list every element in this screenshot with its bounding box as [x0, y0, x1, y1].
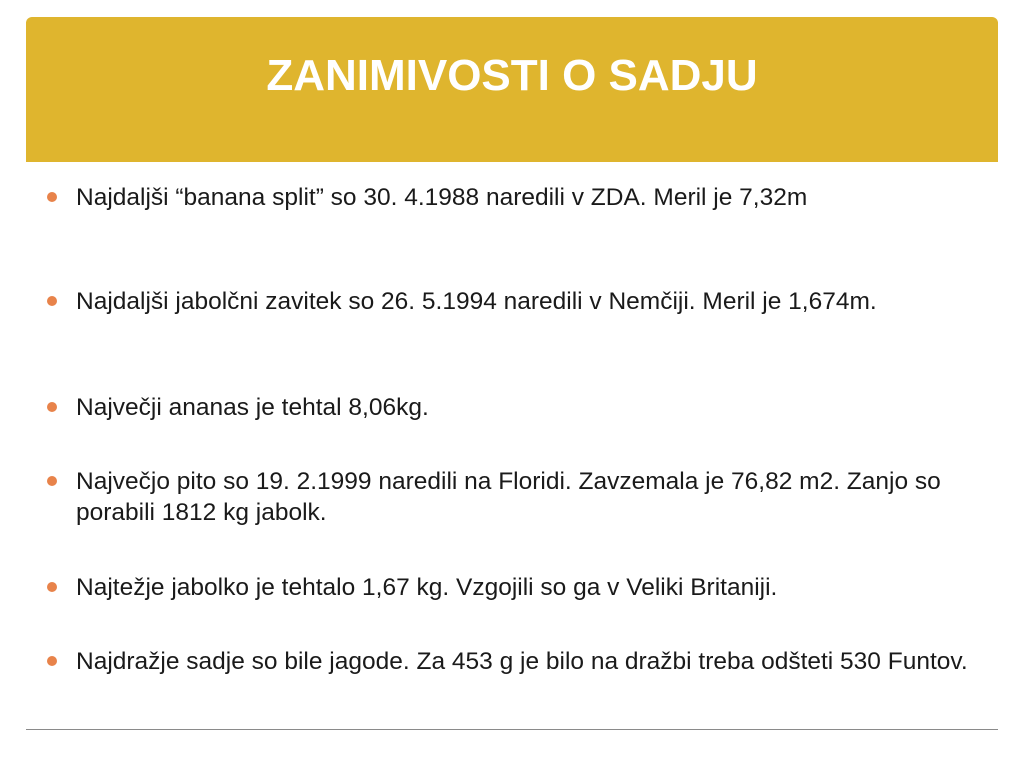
bullet-dot-icon	[47, 476, 57, 486]
bullet-text: Največji ananas je tehtal 8,06kg.	[76, 394, 429, 421]
slide-title: ZANIMIVOSTI O SADJU	[266, 51, 758, 100]
bullet-text: Najdaljši “banana split” so 30. 4.1988 naredili v ZDA. Meril je 7,32m	[76, 184, 808, 211]
bullet-dot-icon	[47, 296, 57, 306]
bullet-item	[76, 646, 988, 677]
bullet-dot-icon	[47, 402, 57, 412]
bullet-item	[76, 466, 988, 528]
bullet-item	[76, 392, 988, 423]
bullet-dot-icon	[47, 656, 57, 666]
bullet-text: Najdražje sadje so bile jagode. Za 453 g je bilo na dražbi treba odšteti 530 Funtov.	[76, 648, 968, 675]
bullet-item	[76, 182, 988, 213]
bullet-item	[76, 286, 988, 317]
bullet-text: Najdaljši jabolčni zavitek so 26. 5.1994 naredili v Nemčiji. Meril je 1,674m.	[76, 288, 877, 315]
bullet-dot-icon	[47, 582, 57, 592]
bullet-dot-icon	[47, 192, 57, 202]
bottom-divider	[26, 729, 998, 730]
bullet-text: Najtežje jabolko je tehtalo 1,67 kg. Vzgojili so ga v Veliki Britaniji.	[76, 574, 778, 601]
bullet-text: Največjo pito so 19. 2.1999 naredili na Floridi. Zavzemala je 76,82 m2. Zanjo so porabili 1812 kg jabolk.	[76, 468, 941, 526]
bullet-item	[76, 572, 988, 603]
